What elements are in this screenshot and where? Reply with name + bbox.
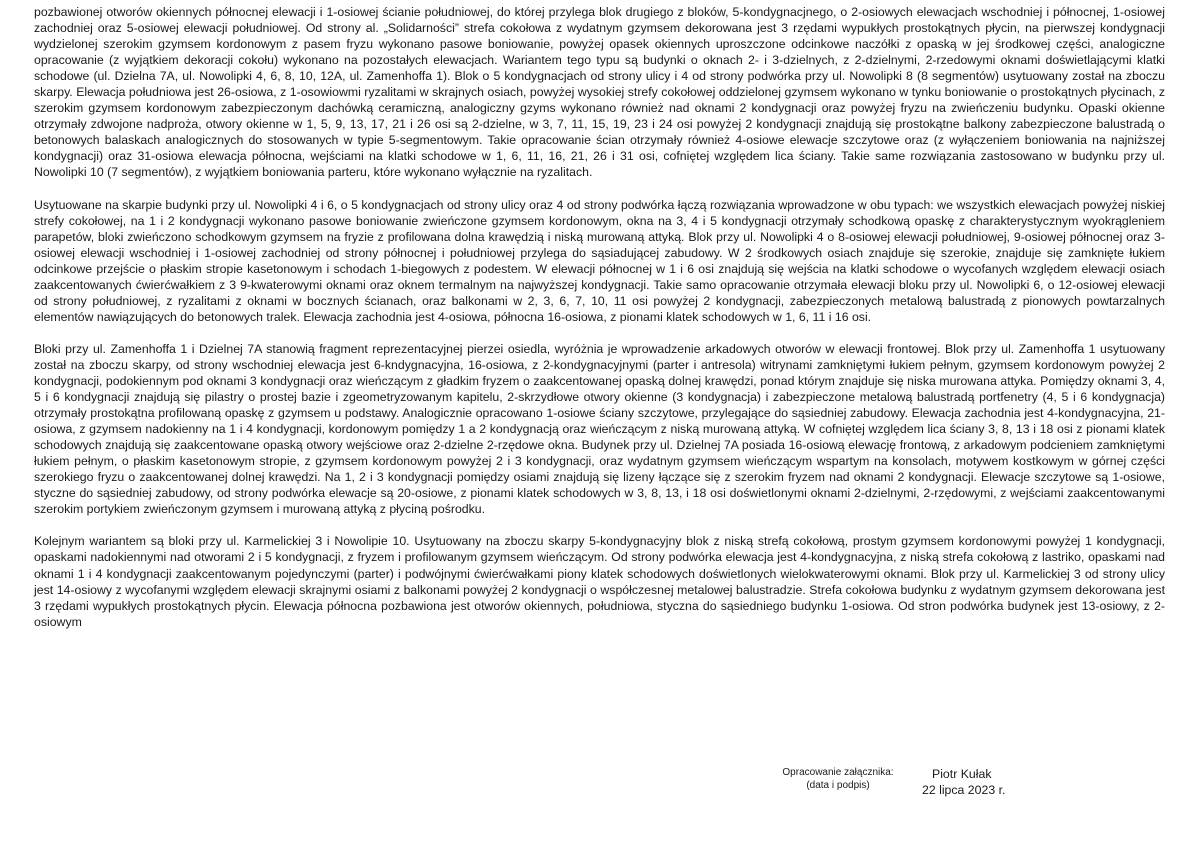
paragraph-gap (34, 517, 1165, 533)
paragraph-1: pozbawionej otworów okiennych północnej elewacji i 1-osiowej ścianie południowej, do której przylega blok drugiego z bloków, 5-kondygnacjnego, o 2-osiowych elewacjach wschodniej i północnej, 1-osiowej zachodniej oraz 5-osiowej elewacji południowej. Od strony al. „Solidarności” strefa cokołowa z wydatnym gzymsem dekorowana jest 3 rzędami wypukłych prostokątnych płycin, na pierwszej kondygnacji wydzielonej szerokim gzymsem kordonowym z pasem fryzu wykonano pasowe boniowanie, powyżej opasek okiennych uproszczone odcinkowe naczółki z opaską w jej środkowej części, analogiczne opracowanie (z wyjątkiem dekoracji cokołu) wykonano na pozostałych elewacjach. Wariantem tego typu są budynki o oknach 2- i 3-dzielnych, z 2-dzielnymi, 2-rzedowymi oknami doświetlającymi klatki schodowe (ul. Dzielna 7A, ul. Nowolipki 4, 6, 8, 10, 12A, ul. Zamenhoffa 1). Blok o 5 kondygnacjach od strony ulicy i 4 od strony podwórka przy ul. Nowolipki 8 (8 segmentów) usytuowany został na zboczu skarpy. Elewacja południowa jest 26-osiowa, z 1-osowiowmi ryzalitami w skrajnych osiach, powyżej wysokiej strefy cokołowej oddzielonej gzymsem wykonano w tynku boniowanie o prostokątnych płycinach, z szerokim gzymsem kordonowym zabezpieczonym dachówką ceramiczną, analogiczny gzyms wykonano również nad oknami 2 kondygnacji oraz powyżej fryzu na zwieńczeniu budynku. Opaski okienne otrzymały zdwojone nadproża, otwory okienne w 1, 5, 9, 13, 17, 21 i 26 osi są 2-dzielne, w 3, 7, 11, 15, 19, 23 i 24 osi powyżej 2 kondygnacji znajdują się prostokątne balkony zabezpieczone balustradą o betonowych balaskach analogicznych do stosowanych w typie 5-segmentowym. Takie opracowanie ścian otrzymały również 4-osiowe elewacje szczytowe oraz (z wyłączeniem boniowania na najniższej kondygnacji) oraz 31-osiowa elewacja północna, wejściami na klatki schodowe w 1, 6, 11, 16, 21, 26 i 31 osi, cofniętej względem lica ściany. Takie same rozwiązania zastosowano w budynku przy ul. Nowolipki 10 (7 segmentów), z wyjątkiem boniowania parteru, które wykonano wyłącznie na ryzalitach. (34, 5, 1165, 180)
signature-block (0, 766, 1199, 806)
signature-name: Piotr Kułak (932, 767, 992, 781)
signature-date: 22 lipca 2023 r. (922, 783, 1006, 797)
paragraph-3: Bloki przy ul. Zamenhoffa 1 i Dzielnej 7A stanowią fragment reprezentacyjnej pierzei osiedla, wyróżnia je wprowadzenie arkadowych otworów w elewacji frontowej. Blok przy ul. Zamenhoffa 1 usytuowany został na zboczu skarpy, od strony wschodniej elewacja jest 6-kndygnacyjna, 16-osiowa, z 2-kondygnacyjnymi (parter i antresola) witrynami zamkniętymi łukiem pełnym, gzymsem kordonowym powyżej 2 kondygnacji, podokiennym pod oknami 3 kondygnacji oraz wieńczącym z gładkim fryzem o zaakcentowanej opaską dolnej krawędzi, ponad którym znajduje się niska murowana attyka. Pomiędzy oknami 3, 4, 5 i 6 kondygnacji znajdują się pilastry o prostej bazie i zgeometryzowanym kapitelu, 2-skrzydłowe otwory okienne (3 kondygnacja) i zabezpieczone metalową balustradą portfenetry (4, 5 i 6 kondygnacja) otrzymały prostokątna profilowaną opaskę z gzymsem u podstawy. Analogicznie opracowano 1-osiowe ściany szczytowe, przylegające do sąsiedniej zabudowy. Elewacja zachodnia jest 4-kondygnacyjna, 21-osiowa, z gzymsem nadokienny na 1 i 4 kondygnacji, kordonowym pomiędzy 1 a 2 kondygnacją oraz wieńczącym z niską murowaną attyką. W cofniętej względem lica ściany 3, 8, 13 i 18 osi z pionami klatek schodowych znajdują się zaakcentowane opaską otwory wejściowe oraz 2-dzielne 2-rzędowe okna. Budynek przy ul. Dzielnej 7A posiada 16-osiową elewację frontową, z arkadowym podcieniem zamkniętymi łukiem pełnym, o płaskim kasetonowym stropie, z gzymsem kordonowym powyżej 2 i 3 kondygnacji, oraz wydatnym gzymsem wieńczącym wspartym na konsolach, motywem kostkowym w górnej części szerokiego fryzu o zaakcentowanej dolnej krawędzi. Na 1, 2 i 3 kondygnacji pomiędzy osiami znajdują się lizeny łączące się z szerokim fryzem nad oknami 2 kondygnacji. Elewacje szczytowe są 1-osiowe, styczne do sąsiedniej zabudowy, od strony podwórka elewacje są 20-osiowe, z pionami klatek schodowych w 3, 8, 13, i 18 osi doświetlonymi oknami 2-dzielnymi, 2-rzędowymi, z wejściami zaakcentowanymi szerokim portykiem zwieńczonym gzymsem i murowaną attyką z płyciną pośrodku. (34, 341, 1165, 517)
signature-caption-line2: (data i podpis) (806, 780, 870, 791)
paragraph-4: Kolejnym wariantem są bloki przy ul. Karmelickiej 3 i Nowolipie 10. Usytuowany na zboczu skarpy 5-kondygnacyjny blok z niską strefą cokołową, prostym gzymsem kordonowymi powyżej 1 kondygnacji, opaskami nadokiennymi nad otworami 2 i 5 kondygnacji, z fryzem i profilowanym gzymsem wieńczącym. Od strony podwórka elewacja jest 4-kondygnacyjna, z niską strefa cokołową z lastriko, opaskami nad oknami 1 i 4 kondygnacji zaakcentowanym pojedynczymi (parter) i podwójnymi ćwierćwałkami piony klatek schodowych doświetlonych wielokwaterowymi oknami. Blok przy ul. Karmelickiej 3 od strony ulicy jest 14-osiowy z wycofanymi względem elewacji skrajnymi osiami z balkonami powyżej 2 kondygnacji o współczesnej metalowej balustradzie. Strefa cokołowa budynku z wydatnym gzymsem dekorowana jest 3 rzędami wypukłych prostokątnych płycin. Elewacja północna pozbawiona jest otworów okiennych, południowa, styczna do sąsiedniego budynku 1-osiowa. Od stron podwórka budynek jest 13-osiowy, z 2-osiowym (34, 534, 1165, 629)
paragraph-gap (34, 181, 1165, 197)
signature-caption (770, 766, 906, 792)
document-body (34, 4, 1165, 630)
paragraph-2: Usytuowane na skarpie budynki przy ul. Nowolipki 4 i 6, o 5 kondygnacjach od strony ulicy oraz 4 od strony podwórka łączą rozwiązania wprowadzone w obu typach: we wszystkich elewacjach powyżej niskiej strefy cokołowej, na 1 i 2 kondygnacji wykonano pasowe boniowanie zwieńczone gzymsem kordonowym, okna na 3, 4 i 5 kondygnacji otrzymały schodkową opaskę z charakterystycznym wyokrągleniem parapetów, bloki zwieńczono schodkowym gzymsem na fryzie z profilowana dolna krawędzią i niską murowaną attyką. Blok przy ul. Nowolipki 4 o 8-osiowej elewacji południowej, 9-osiowej północnej oraz 3-osiowej elewacji wschodniej i 1-osiowej zachodniej od strony północnej i południowej przylega do sąsiadującej zabudowy. W 2 środkowych osiach znajduje się szerokie, znajduje się zamknięte łukiem odcinkowe przejście o płaskim stropie kasetonowym i schodach 1-biegowych z podestem. W elewacji północnej w 1 i 6 osi znajdują się wejścia na klatki schodowe o wycofanych względem elewacji osiach zaakcentowanych ćwierćwałkiem z 3 9-kwaterowymi oknami oraz oknem termalnym na najwyższej kondygnacji. Takie samo opracowanie otrzymała elewacji bloku przy ul. Nowolipki 6, o 12-osiowej elewacji od strony południowej, z ryzalitami z oknami w bocznych ścianach, oraz balkonami w 2, 3, 6, 7, 10, 11 osi powyżej 2 kondygnacji, zabezpieczonych metalową balustradą z pionowych powtarzalnych elementów nawiązujących do betonowych tralek. Elewacja zachodnia jest 4-osiowa, północna 16-osiowa, z pionami klatek schodowych w 1, 6, 11 i 16 osi. (34, 197, 1165, 324)
signature-caption-line1: Opracowanie załącznika: (782, 767, 894, 778)
paragraph-gap (34, 325, 1165, 341)
